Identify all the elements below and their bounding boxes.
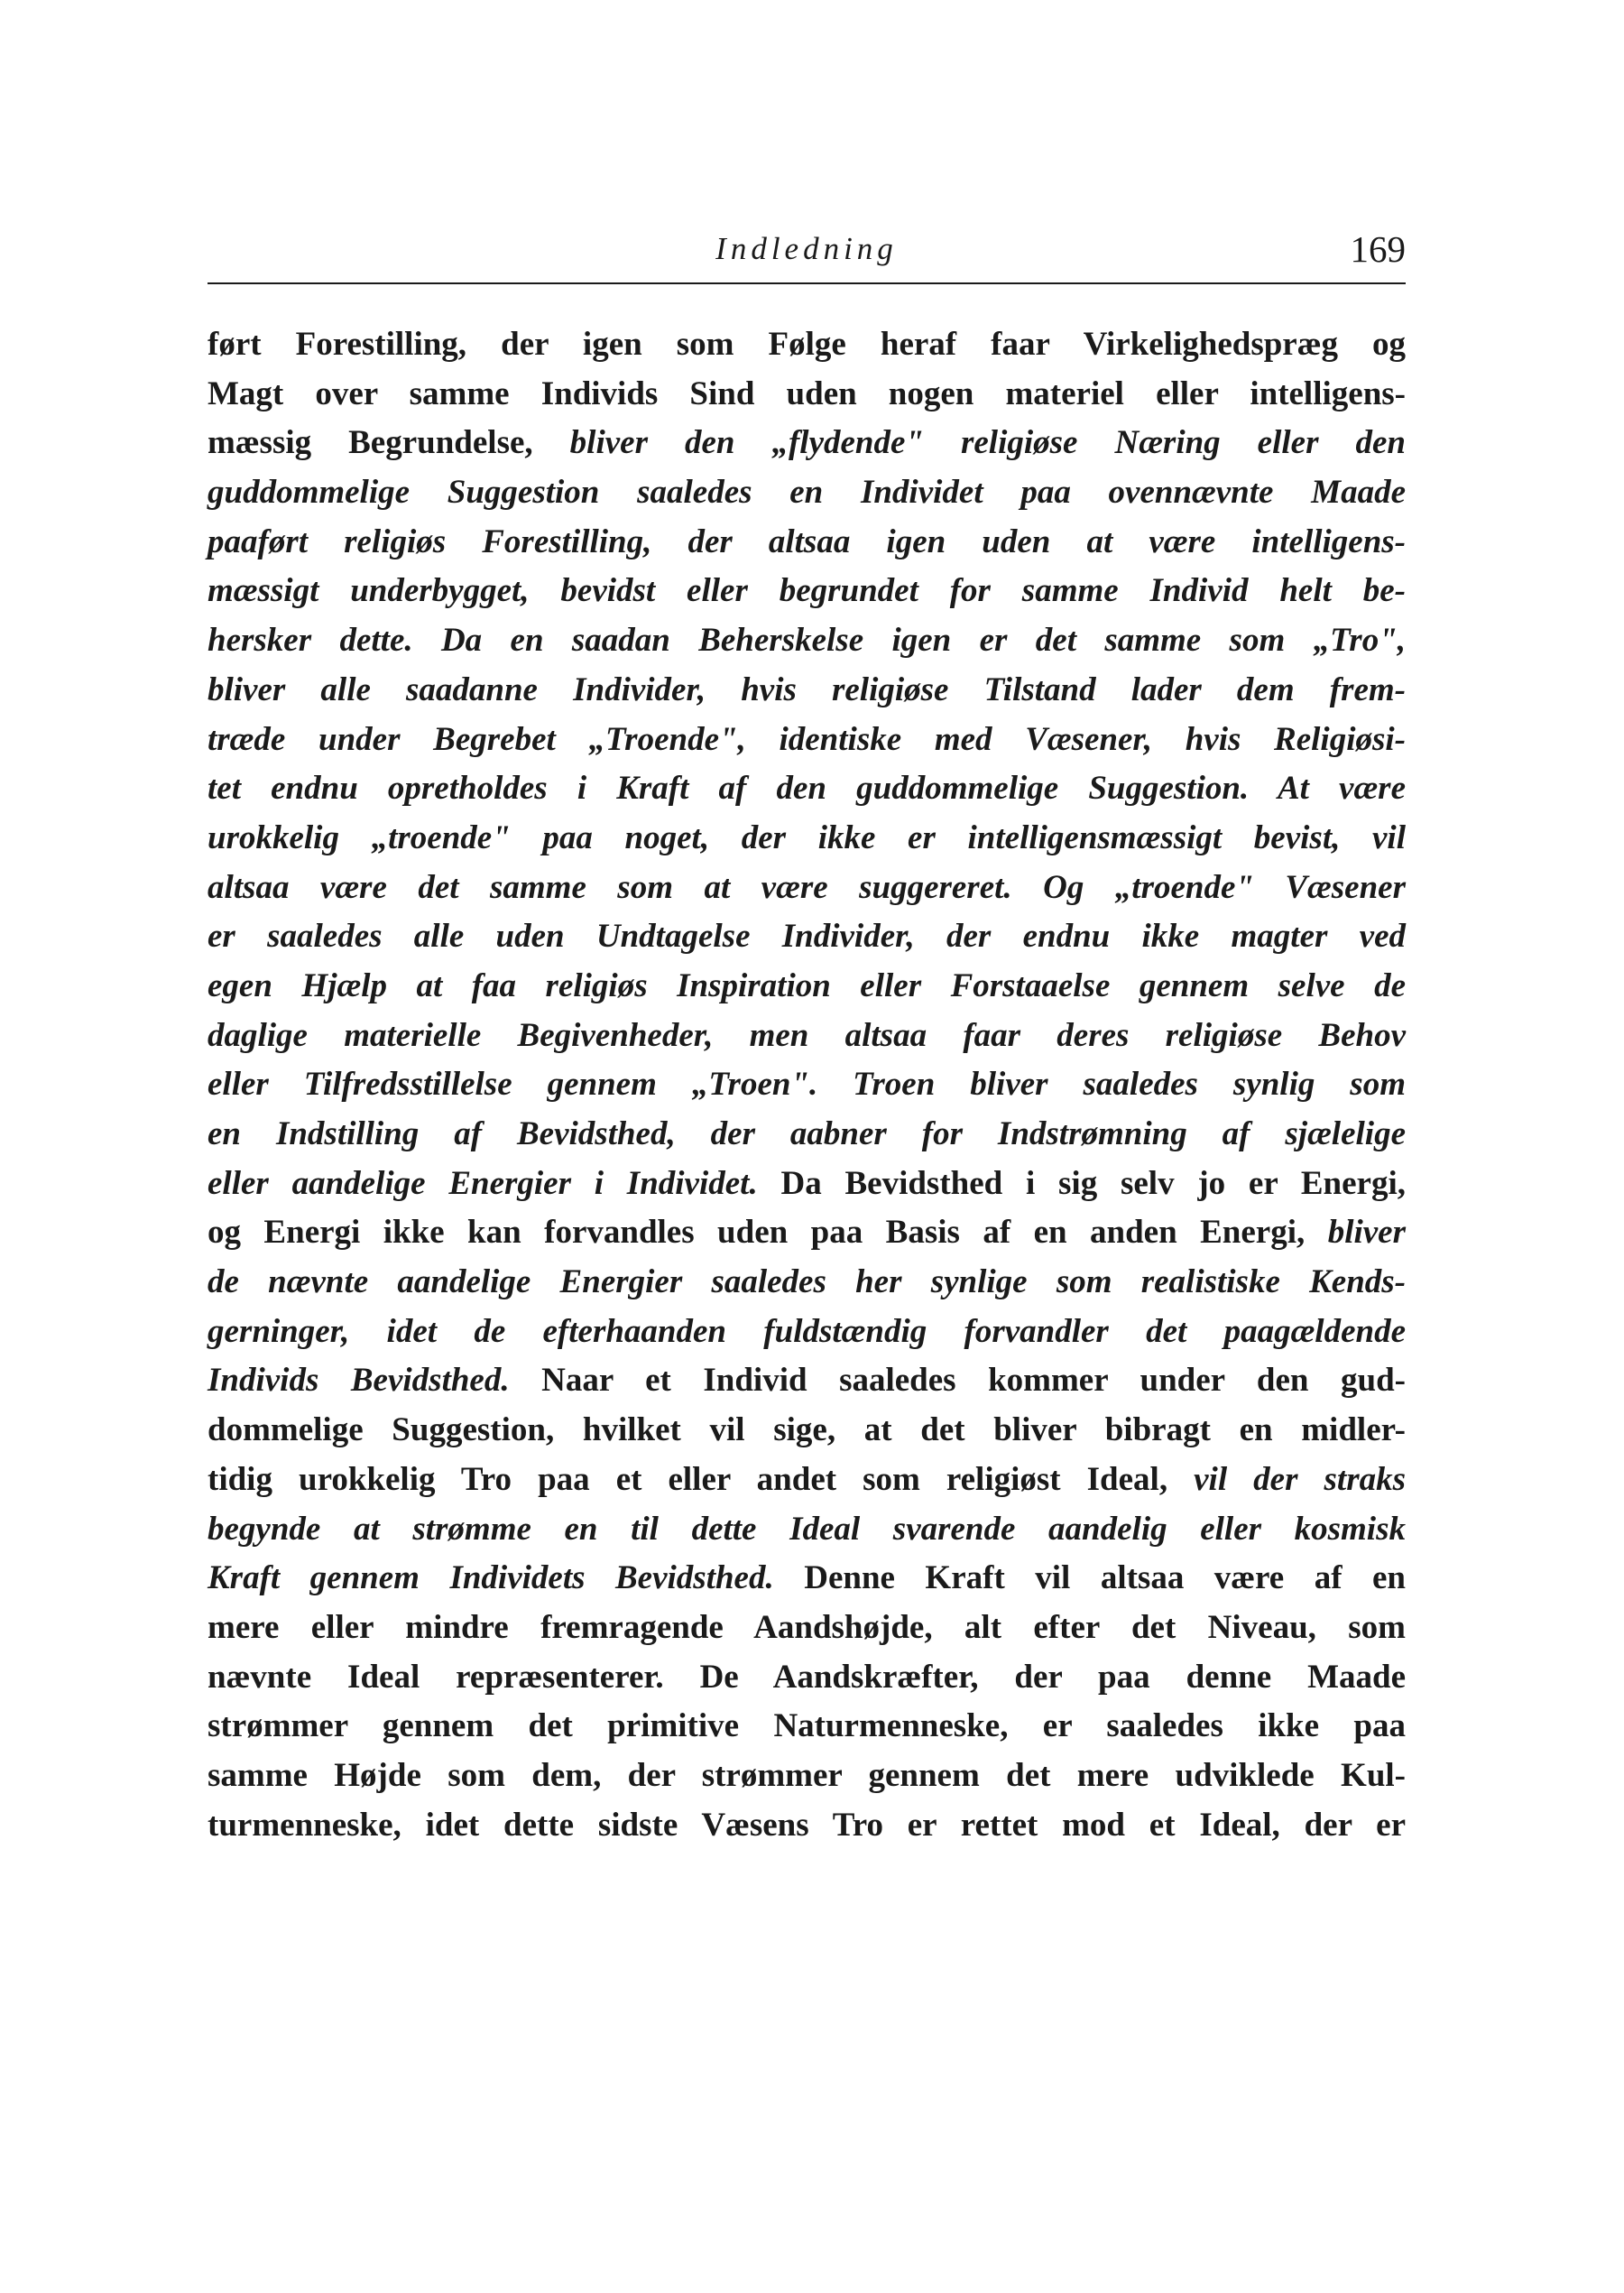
text-line — [208, 1554, 1406, 1604]
text-line — [208, 1505, 1406, 1555]
italic-run: er saaledes alle uden Undtagelse Individer, der endnu ikke magter ved — [208, 918, 1406, 956]
italic-run: mæssigt underbygget, bevidst eller begrundet for samme Individ helt be- — [208, 572, 1406, 610]
roman-run: nævnte Ideal repræsenterer. De Aandskræfter, der paa denne Maade — [208, 1658, 1406, 1696]
text-line — [208, 320, 1406, 370]
roman-run: mere eller mindre fremragende Aandshøjde, alt efter det Niveau, som — [208, 1608, 1406, 1646]
text-line — [208, 1702, 1406, 1752]
italic-run: gerninger, idet de efterhaanden fuldstændig forvandler det paagældende — [208, 1312, 1406, 1350]
text-line — [208, 1160, 1406, 1209]
text-line — [208, 962, 1406, 1012]
roman-run: og Energi ikke kan forvandles uden paa Basis af en anden Energi, — [208, 1214, 1328, 1252]
roman-run: samme Højde som dem, der strømmer gennem det mere udviklede Kul- — [208, 1756, 1406, 1794]
text-line — [208, 1258, 1406, 1308]
italic-run: eller Tilfredsstillelse gennem „Troen". Troen bliver saaledes synlig som — [208, 1066, 1406, 1104]
body-text — [208, 320, 1406, 1850]
italic-run: bliver den „flydende" religiøse Næring eller den — [569, 424, 1406, 462]
italic-run: hersker dette. Da en saadan Beherskelse igen er det samme som „Tro", — [208, 622, 1406, 660]
text-line — [208, 912, 1406, 962]
text-line — [208, 1012, 1406, 1061]
italic-run: en Indstilling af Bevidsthed, der aabner for Indstrømning af sjælelige — [208, 1115, 1406, 1152]
italic-run: de nævnte aandelige Energier saaledes her synlige som realistiske Kends- — [208, 1263, 1406, 1301]
text-line — [208, 616, 1406, 666]
text-line — [208, 1356, 1406, 1406]
italic-run: daglige materielle Begivenheder, men altsaa faar deres religiøse Behov — [208, 1016, 1406, 1054]
italic-run: guddommelige Suggestion saaledes en Individet paa ovennævnte Maade — [208, 474, 1406, 512]
page-number: 169 — [1350, 228, 1406, 270]
page-header — [208, 228, 1406, 285]
text-line — [208, 468, 1406, 518]
italic-run: paaført religiøs Forestilling, der altsaa igen uden at være intelligens- — [208, 522, 1406, 560]
text-line — [208, 370, 1406, 420]
roman-run: tidig urokkelig Tro paa et eller andet som religiøst Ideal, — [208, 1460, 1195, 1498]
italic-run: egen Hjælp at faa religiøs Inspiration eller Forstaaelse gennem selve de — [208, 966, 1406, 1004]
italic-run: træde under Begrebet „Troende", identiske med Væsener, hvis Religiøsi- — [208, 720, 1406, 758]
text-line — [208, 864, 1406, 913]
italic-run: begynde at strømme en til dette Ideal svarende aandelig eller kosmisk — [208, 1510, 1406, 1548]
text-line — [208, 518, 1406, 568]
roman-run: mæssig Begrundelse, — [208, 424, 570, 462]
italic-run: bliver alle saadanne Individer, hvis religiøse Tilstand lader dem frem- — [208, 670, 1406, 708]
italic-run: Kraft gennem Individets Bevidsthed. — [208, 1559, 774, 1597]
text-line — [208, 1110, 1406, 1160]
roman-run: Da Bevidsthed i sig selv jo er Energi, — [757, 1164, 1406, 1202]
text-line — [208, 419, 1406, 468]
italic-run: urokkelig „troende" paa noget, der ikke er intelligensmæssigt bevist, vil — [208, 818, 1406, 856]
text-line — [208, 666, 1406, 716]
text-line — [208, 1653, 1406, 1703]
text-line — [208, 1456, 1406, 1505]
roman-run: dommelige Suggestion, hvilket vil sige, at det bliver bibragt en midler- — [208, 1411, 1406, 1449]
text-line — [208, 1308, 1406, 1357]
italic-run: altsaa være det samme som at være suggereret. Og „troende" Væsener — [208, 868, 1406, 906]
text-line — [208, 1208, 1406, 1258]
roman-run: ført Forestilling, der igen som Følge heraf faar Virkelighedspræg og — [208, 326, 1406, 363]
text-line — [208, 1752, 1406, 1801]
text-line — [208, 716, 1406, 765]
text-line — [208, 814, 1406, 864]
italic-run: Individs Bevidsthed. — [208, 1362, 510, 1400]
italic-run: bliver — [1327, 1214, 1406, 1252]
italic-run: vil der straks — [1194, 1460, 1406, 1498]
roman-run: Naar et Individ saaledes kommer under den gud- — [509, 1362, 1406, 1400]
running-title: Indledning — [715, 231, 898, 266]
text-line — [208, 1604, 1406, 1653]
text-line — [208, 1801, 1406, 1851]
text-line — [208, 1060, 1406, 1110]
roman-run: turmenneske, idet dette sidste Væsens Tro er rettet mod et Ideal, der er — [208, 1806, 1406, 1844]
text-line — [208, 764, 1406, 814]
italic-run: tet endnu opretholdes i Kraft af den guddommelige Suggestion. At være — [208, 770, 1406, 808]
header-rule — [208, 282, 1406, 284]
text-line — [208, 567, 1406, 616]
text-line — [208, 1406, 1406, 1456]
roman-run: strømmer gennem det primitive Naturmenneske, er saaledes ikke paa — [208, 1707, 1406, 1745]
italic-run: eller aandelige Energier i Individet. — [208, 1164, 758, 1202]
roman-run: Denne Kraft vil altsaa være af en — [773, 1559, 1407, 1597]
roman-run: Magt over samme Individs Sind uden nogen materiel eller intelligens- — [208, 374, 1406, 412]
